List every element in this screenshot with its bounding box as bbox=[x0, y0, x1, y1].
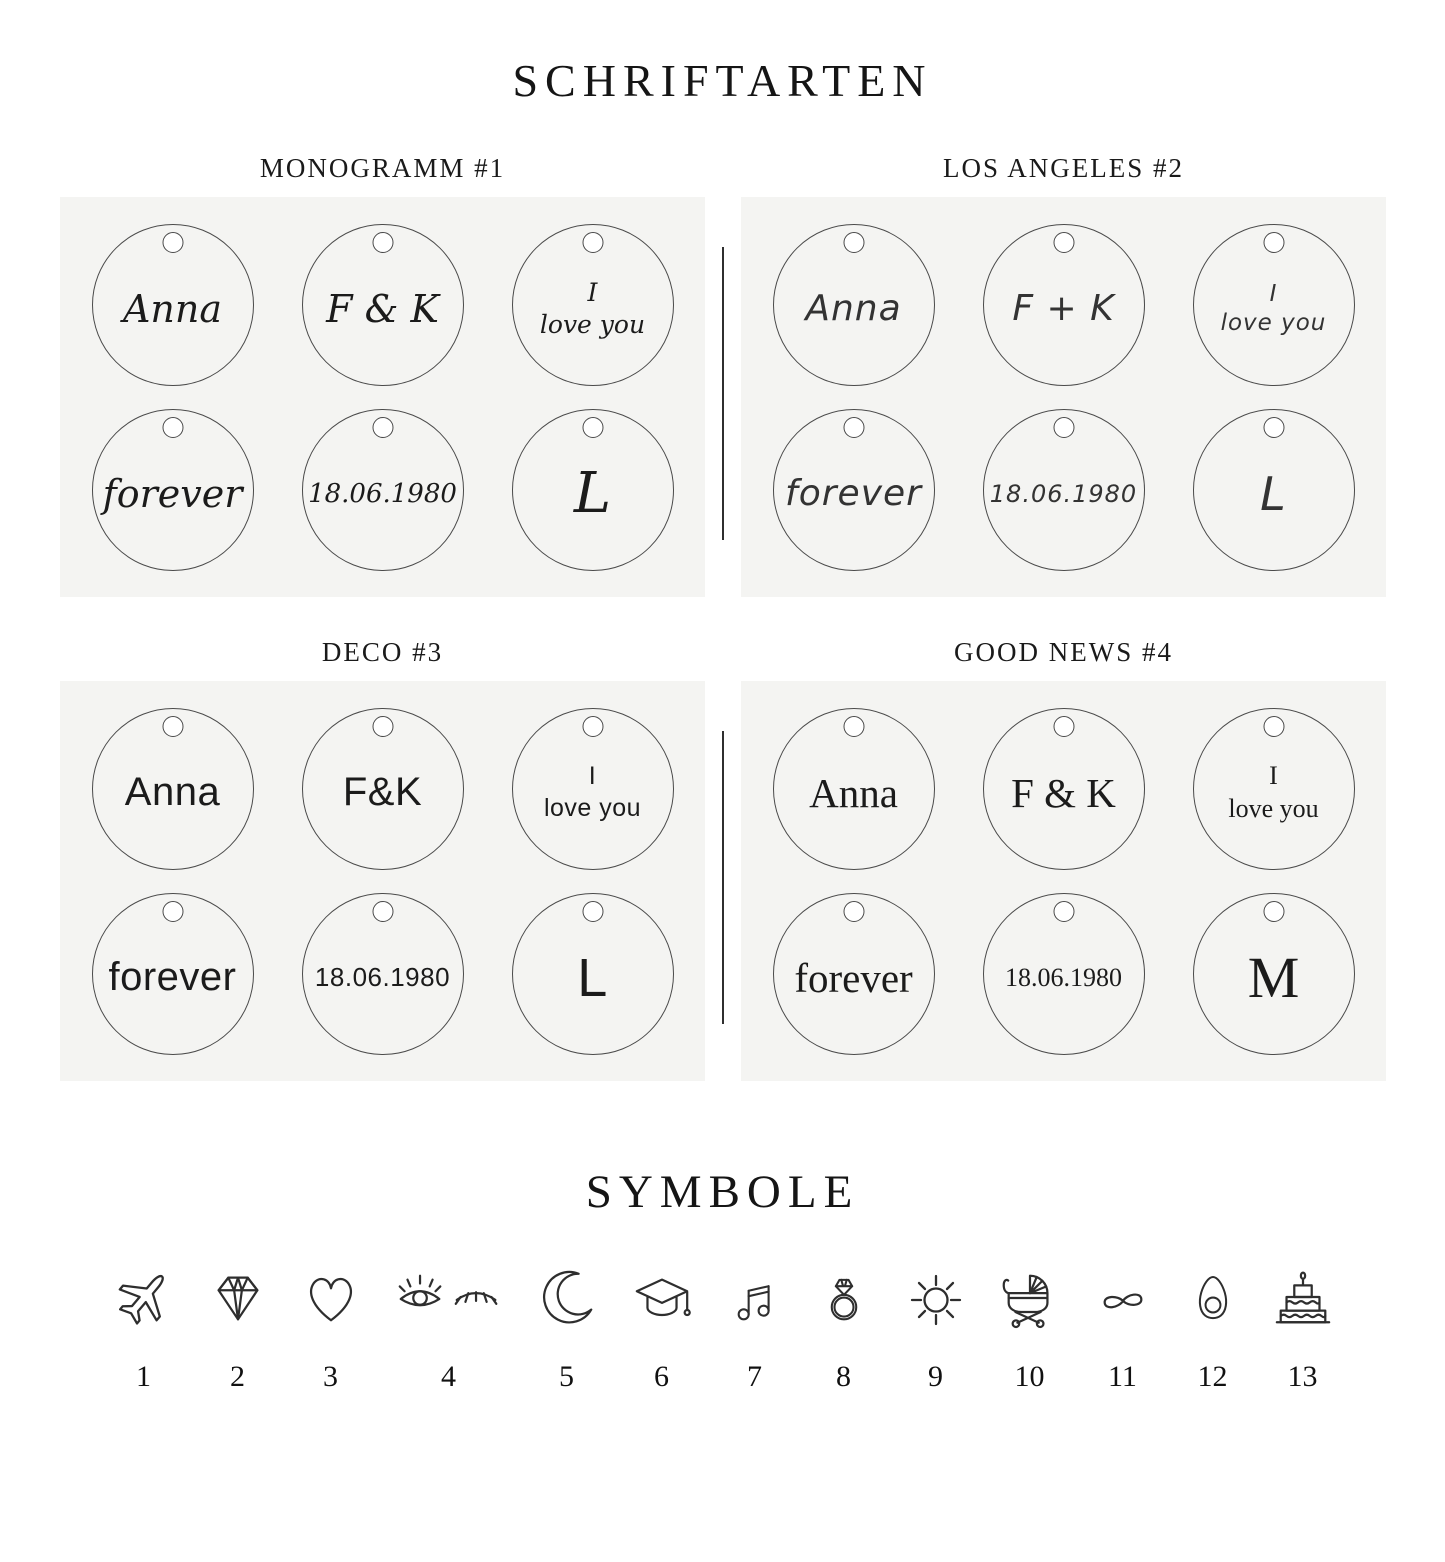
tag-hole-icon bbox=[582, 901, 603, 922]
tag-sample bbox=[302, 708, 464, 870]
symbol-number: 1 bbox=[136, 1360, 151, 1393]
tag-text: forever bbox=[794, 954, 913, 1001]
symbol-number: 6 bbox=[654, 1360, 669, 1393]
symbol-moon bbox=[536, 1263, 598, 1394]
symbol-number: 3 bbox=[323, 1360, 338, 1393]
tag-text: F & K bbox=[326, 286, 439, 331]
symbol-number: 11 bbox=[1108, 1360, 1137, 1393]
tag-sample bbox=[512, 224, 674, 386]
sun-icon bbox=[904, 1263, 968, 1333]
tag-text: forever bbox=[108, 955, 237, 999]
tag-sample bbox=[773, 708, 935, 870]
symbol-airplane bbox=[112, 1263, 176, 1394]
symbol-graduation-cap bbox=[629, 1263, 695, 1394]
symbol-music-note bbox=[726, 1263, 784, 1394]
symbol-number: 10 bbox=[1014, 1360, 1045, 1393]
panel-monogramm bbox=[60, 197, 705, 597]
tag-hole-icon bbox=[1053, 716, 1074, 737]
symbol-number: 12 bbox=[1197, 1360, 1228, 1393]
tag-text: I love you bbox=[539, 278, 646, 339]
tag-hole-icon bbox=[372, 716, 393, 737]
tag-hole-icon bbox=[162, 716, 183, 737]
tag-hole-icon bbox=[843, 417, 864, 438]
tag-text: F + K bbox=[1012, 288, 1115, 329]
tag-hole-icon bbox=[1263, 716, 1284, 737]
tag-hole-icon bbox=[1053, 901, 1074, 922]
tag-sample bbox=[1193, 708, 1355, 870]
section-divider bbox=[722, 731, 724, 1024]
tag-text: L bbox=[573, 461, 612, 526]
tag-text: 18.06.1980 bbox=[989, 479, 1138, 508]
tag-sample bbox=[773, 893, 935, 1055]
tag-hole-icon bbox=[1053, 417, 1074, 438]
tag-sample bbox=[92, 708, 254, 870]
section-title-los-angeles: LOS ANGELES #2 bbox=[942, 153, 1184, 183]
tag-sample bbox=[773, 409, 935, 571]
tag-hole-icon bbox=[162, 901, 183, 922]
tag-hole-icon bbox=[372, 417, 393, 438]
stroller-icon bbox=[999, 1263, 1061, 1333]
tag-sample bbox=[92, 893, 254, 1055]
symbol-number: 13 bbox=[1287, 1360, 1318, 1393]
tag-text: L bbox=[1260, 466, 1287, 521]
tag-text: 18.06.1980 bbox=[308, 478, 457, 509]
symbol-number: 2 bbox=[230, 1360, 245, 1393]
tag-hole-icon bbox=[843, 232, 864, 253]
graduation-cap-icon bbox=[629, 1263, 695, 1333]
symbol-heart bbox=[300, 1263, 362, 1394]
tag-hole-icon bbox=[372, 232, 393, 253]
tag-text: F&K bbox=[342, 770, 423, 814]
tag-sample bbox=[1193, 893, 1355, 1055]
heart-icon bbox=[300, 1263, 362, 1333]
moon-icon bbox=[536, 1263, 598, 1333]
tag-text: Anna bbox=[124, 770, 221, 814]
tag-hole-icon bbox=[582, 417, 603, 438]
symbol-diamond bbox=[207, 1263, 269, 1394]
tag-text: Anna bbox=[122, 286, 223, 331]
symbol-number: 7 bbox=[747, 1360, 762, 1393]
page-title: SCHRIFTARTEN bbox=[512, 55, 933, 106]
ring-icon bbox=[815, 1263, 873, 1333]
symbol-number: 5 bbox=[559, 1360, 574, 1393]
tag-sample bbox=[302, 893, 464, 1055]
tag-text: Anna bbox=[805, 288, 902, 329]
symbols-title: SYMBOLE bbox=[585, 1166, 860, 1218]
section-title-monogramm: MONOGRAMM #1 bbox=[259, 153, 506, 183]
tag-sample bbox=[92, 224, 254, 386]
avocado-icon bbox=[1185, 1263, 1241, 1333]
tag-sample bbox=[512, 708, 674, 870]
section-deco bbox=[60, 637, 705, 1081]
tag-sample bbox=[1193, 409, 1355, 571]
font-sections-row-1 bbox=[60, 153, 1445, 597]
diamond-icon bbox=[207, 1263, 269, 1333]
panel-deco bbox=[60, 681, 705, 1081]
tag-text: I love you bbox=[1220, 280, 1327, 336]
tag-text: I love you bbox=[1228, 761, 1319, 823]
airplane-icon bbox=[112, 1263, 176, 1333]
section-monogramm bbox=[60, 153, 705, 597]
tag-hole-icon bbox=[1263, 232, 1284, 253]
symbol-infinity bbox=[1092, 1263, 1154, 1394]
symbols-row bbox=[0, 1263, 1445, 1394]
symbol-number: 4 bbox=[441, 1360, 456, 1393]
tag-sample bbox=[1193, 224, 1355, 386]
tag-text: Anna bbox=[809, 769, 898, 816]
tag-sample bbox=[92, 409, 254, 571]
tag-sample bbox=[983, 708, 1145, 870]
tag-sample bbox=[302, 224, 464, 386]
tag-sample bbox=[983, 893, 1145, 1055]
tag-text: F & K bbox=[1011, 769, 1116, 816]
panel-good-news bbox=[741, 681, 1386, 1081]
tag-text: M bbox=[1247, 945, 1300, 1010]
tag-text: forever bbox=[785, 473, 922, 514]
section-los-angeles bbox=[741, 153, 1386, 597]
symbol-avocado bbox=[1185, 1263, 1241, 1394]
tag-sample bbox=[302, 409, 464, 571]
tag-sample bbox=[512, 893, 674, 1055]
section-good-news bbox=[741, 637, 1386, 1081]
tag-text: 18.06.1980 bbox=[1005, 962, 1122, 992]
tag-hole-icon bbox=[1053, 232, 1074, 253]
cake-icon bbox=[1272, 1263, 1334, 1333]
tag-sample bbox=[773, 224, 935, 386]
panel-los-angeles bbox=[741, 197, 1386, 597]
symbol-cake bbox=[1272, 1263, 1334, 1394]
symbol-sun bbox=[904, 1263, 968, 1394]
tag-hole-icon bbox=[1263, 417, 1284, 438]
tag-hole-icon bbox=[162, 417, 183, 438]
tag-hole-icon bbox=[1263, 901, 1284, 922]
symbol-number: 8 bbox=[836, 1360, 851, 1393]
font-sections-row-2 bbox=[60, 637, 1445, 1081]
section-divider bbox=[722, 247, 724, 540]
tag-text: 18.06.1980 bbox=[314, 962, 451, 992]
infinity-icon bbox=[1092, 1263, 1154, 1333]
tag-hole-icon bbox=[162, 232, 183, 253]
tag-text: L bbox=[577, 947, 608, 1008]
eyes-icon bbox=[393, 1263, 505, 1333]
tag-hole-icon bbox=[582, 716, 603, 737]
symbol-stroller bbox=[999, 1263, 1061, 1394]
tag-hole-icon bbox=[843, 901, 864, 922]
section-title-good-news: GOOD NEWS #4 bbox=[954, 637, 1173, 667]
section-title-deco: DECO #3 bbox=[321, 637, 444, 667]
tag-text: forever bbox=[102, 471, 243, 516]
tag-hole-icon bbox=[372, 901, 393, 922]
tag-sample bbox=[983, 409, 1145, 571]
tag-sample bbox=[983, 224, 1145, 386]
tag-hole-icon bbox=[582, 232, 603, 253]
music-note-icon bbox=[726, 1263, 784, 1333]
symbol-number: 9 bbox=[928, 1360, 943, 1393]
symbol-eyes bbox=[393, 1263, 505, 1394]
tag-sample bbox=[512, 409, 674, 571]
tag-text: I love you bbox=[543, 762, 642, 822]
symbol-ring bbox=[815, 1263, 873, 1394]
tag-hole-icon bbox=[843, 716, 864, 737]
